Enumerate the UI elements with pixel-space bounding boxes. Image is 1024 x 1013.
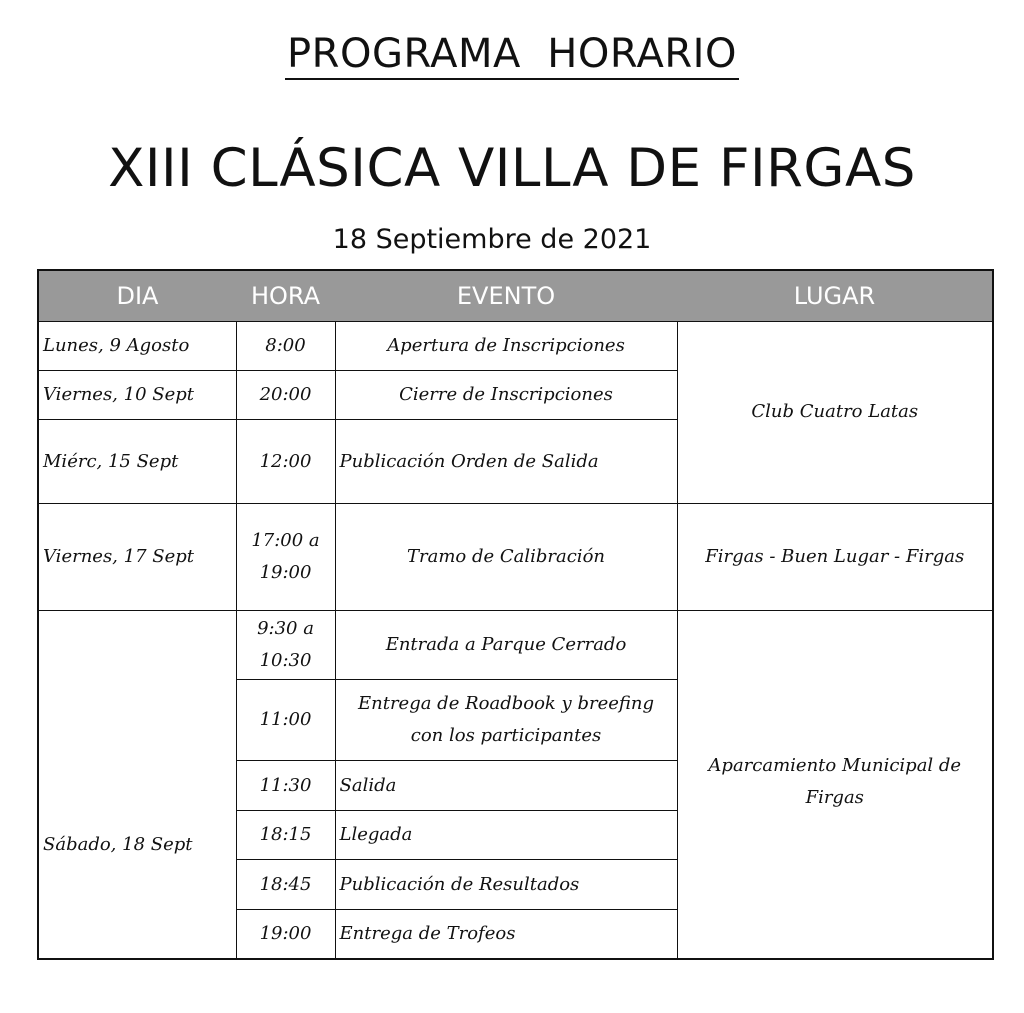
event-cell: Publicación de Resultados [335,860,677,910]
time-cell: 18:45 [236,860,335,910]
program-title: PROGRAMA HORARIO [285,30,739,80]
time-cell: 20:00 [236,371,335,420]
day-cell: Viernes, 10 Sept [38,371,236,420]
time-cell: 18:15 [236,811,335,860]
column-header-place: LUGAR [677,270,993,322]
time-cell: 9:30 a 10:30 [236,611,335,680]
time-cell: 8:00 [236,322,335,371]
time-cell: 11:00 [236,680,335,761]
day-cell: Lunes, 9 Agosto [38,322,236,371]
table-row [38,611,993,680]
table-row [38,504,993,611]
place-cell: Club Cuatro Latas [677,322,993,504]
time-cell: 19:00 [236,910,335,959]
time-cell: 12:00 [236,420,335,504]
column-header-event: EVENTO [335,270,677,322]
event-cell: Entrada a Parque Cerrado [335,611,677,680]
day-cell: Sábado, 18 Sept [38,611,236,959]
event-date: 18 Septiembre de 2021 [332,224,652,255]
event-cell: Tramo de Calibración [335,504,677,611]
event-cell: Llegada [335,811,677,860]
time-cell: 11:30 [236,761,335,811]
event-cell: Cierre de Inscripciones [335,371,677,420]
event-title: XIII CLÁSICA VILLA DE FIRGAS [108,138,916,199]
table-header-row [38,270,993,322]
event-cell: Apertura de Inscripciones [335,322,677,371]
event-cell: Salida [335,761,677,811]
event-cell: Entrega de Roadbook y breefing con los participantes [335,680,677,761]
place-cell: Aparcamiento Municipal de Firgas [677,611,993,959]
table-row [38,322,993,371]
program-heading [0,28,1024,80]
column-header-day: DIA [38,270,236,322]
time-cell: 17:00 a 19:00 [236,504,335,611]
event-cell: Entrega de Trofeos [335,910,677,959]
place-cell: Firgas - Buen Lugar - Firgas [677,504,993,611]
day-cell: Viernes, 17 Sept [38,504,236,611]
day-cell: Miérc, 15 Sept [38,420,236,504]
event-cell: Publicación Orden de Salida [335,420,677,504]
column-header-time: HORA [236,270,335,322]
schedule-table [37,269,994,960]
